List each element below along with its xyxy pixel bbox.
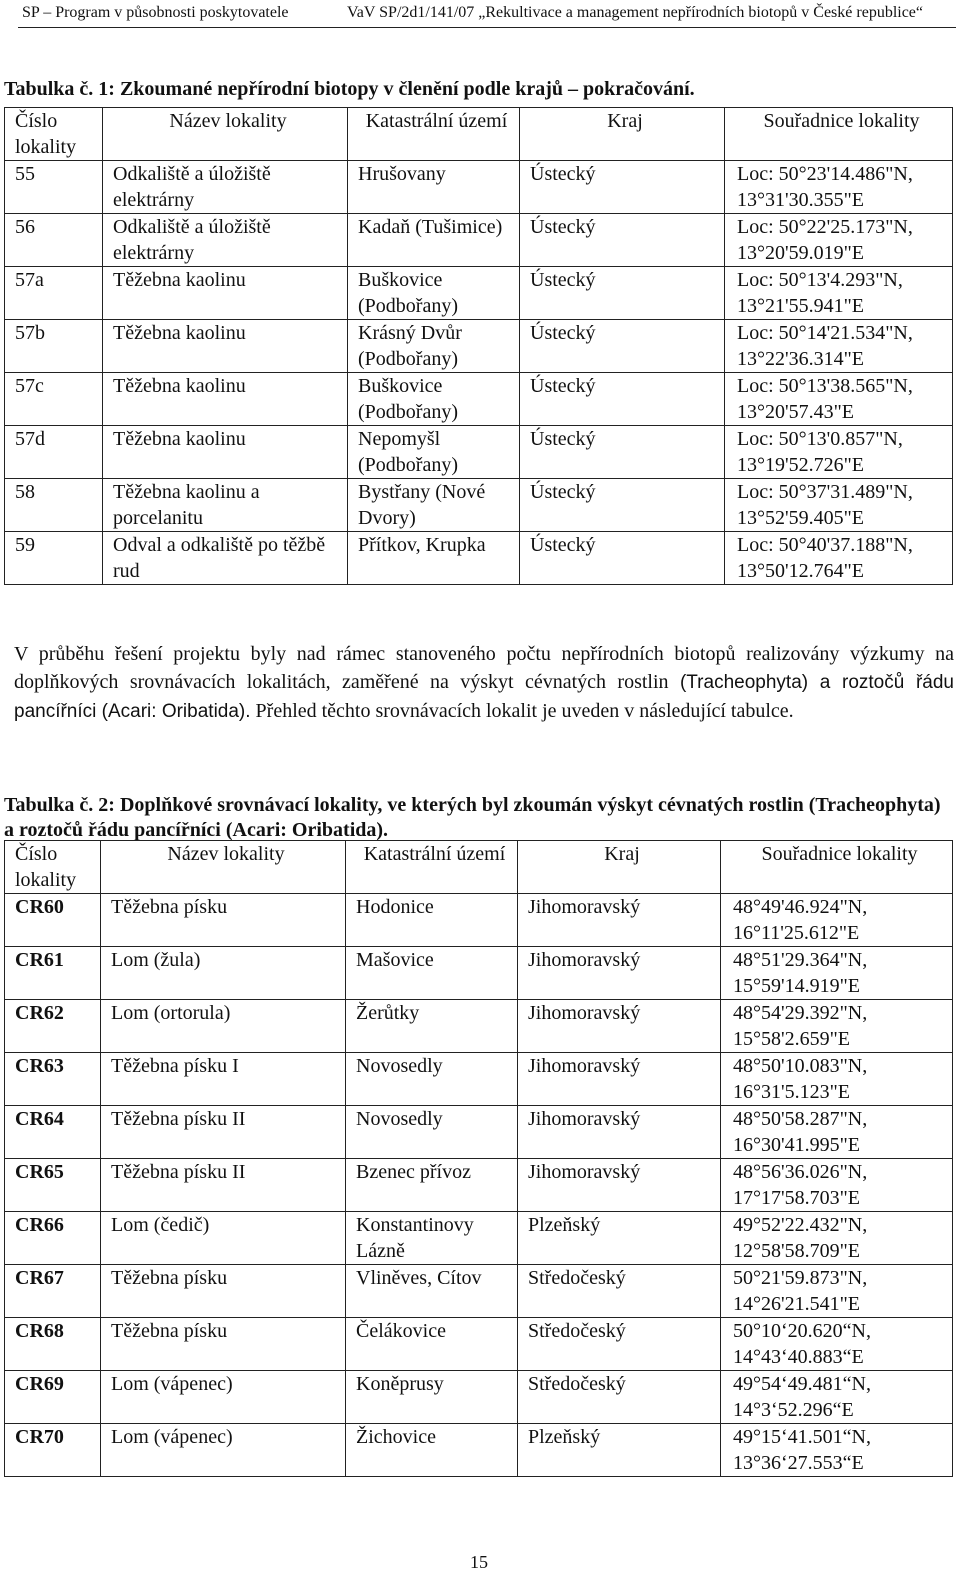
cell-number: CR60 [5,894,101,947]
cell-region: Ústecký [520,373,725,426]
col-header-coordinates: Souřadnice lokality [725,108,953,161]
col-header-name: Název lokality [103,108,348,161]
page-number: 15 [470,1552,488,1572]
paragraph-part1: V průběhu řešení projektu byly nad rámec stanoveného počtu nepřírodních biotopů realizovány výzkumy na doplňkových srovnávacích lokalitách, zaměřené na výskyt cévnatých rostlin [14,643,954,693]
cell-number: CR66 [5,1212,101,1265]
cell-cadastre: Krásný Dvůr (Podbořany) [348,320,520,373]
cell-coordinates: 49°15‘41.501“N, 13°36‘27.553“E [721,1424,953,1477]
cell-coordinates: 48°50'10.083"N, 16°31'5.123"E [721,1053,953,1106]
cell-name: Těžebna písku I [101,1053,346,1106]
cell-number: 55 [5,161,103,214]
table-row [5,426,953,479]
table1 [4,107,953,585]
table-row [5,947,953,1000]
table1-header-row [5,108,953,161]
cell-region: Ústecký [520,267,725,320]
table-row [5,1159,953,1212]
cell-name: Těžebna kaolinu [103,320,348,373]
col-header-name: Název lokality [101,841,346,894]
cell-coordinates: 48°49'46.924"N, 16°11'25.612"E [721,894,953,947]
header-rule [18,27,956,28]
cell-number: 57c [5,373,103,426]
cell-number: CR61 [5,947,101,1000]
cell-number: 57b [5,320,103,373]
cell-coordinates: Loc: 50°14'21.534"N, 13°22'36.314"E [725,320,953,373]
cell-coordinates: Loc: 50°22'25.173"N, 13°20'59.019"E [725,214,953,267]
col-header-region: Kraj [520,108,725,161]
cell-coordinates: 48°54'29.392"N, 15°58'2.659"E [721,1000,953,1053]
col-header-cadastre: Katastrální území [346,841,518,894]
cell-region: Středočeský [518,1318,721,1371]
cell-region: Ústecký [520,479,725,532]
table2 [4,840,953,1477]
table-row [5,1265,953,1318]
table2-caption: Tabulka č. 2: Doplňkové srovnávací lokality, ve kterých byl zkoumán výskyt cévnatých rostlin (Tracheophyta) a roztočů řádu pancířníci (Acari: Oribatida). [4,794,941,841]
cell-region: Ústecký [520,214,725,267]
cell-region: Jihomoravský [518,894,721,947]
cell-coordinates: Loc: 50°13'4.293"N, 13°21'55.941"E [725,267,953,320]
cell-coordinates: 48°50'58.287"N, 16°30'41.995"E [721,1106,953,1159]
table-row [5,1106,953,1159]
cell-name: Lom (vápenec) [101,1371,346,1424]
col-header-cadastre: Katastrální území [348,108,520,161]
cell-name: Těžebna písku II [101,1106,346,1159]
cell-region: Plzeňský [518,1424,721,1477]
cell-name: Těžebna písku [101,1318,346,1371]
cell-cadastre: Buškovice (Podbořany) [348,373,520,426]
cell-region: Středočeský [518,1265,721,1318]
cell-name: Těžebna písku [101,1265,346,1318]
cell-coordinates: 50°10‘20.620“N, 14°43‘40.883“E [721,1318,953,1371]
cell-name: Lom (čedič) [101,1212,346,1265]
cell-cadastre: Novosedly [346,1053,518,1106]
table-row [5,532,953,585]
cell-cadastre: Hrušovany [348,161,520,214]
table2-header-row [5,841,953,894]
cell-cadastre: Vliněves, Cítov [346,1265,518,1318]
cell-cadastre: Bystřany (Nové Dvory) [348,479,520,532]
cell-number: CR68 [5,1318,101,1371]
cell-name: Odkaliště a úložiště elektrárny [103,161,348,214]
cell-coordinates: 50°21'59.873"N, 14°26'21.541"E [721,1265,953,1318]
table-row [5,1371,953,1424]
table-row [5,1000,953,1053]
cell-coordinates: Loc: 50°23'14.486"N, 13°31'30.355"E [725,161,953,214]
running-header [0,0,960,28]
cell-cadastre: Novosedly [346,1106,518,1159]
cell-name: Těžebna písku II [101,1159,346,1212]
cell-coordinates: 48°51'29.364"N, 15°59'14.919"E [721,947,953,1000]
paragraph-part3: Přehled těchto srovnávacích lokalit je uveden v následující tabulce. [250,700,794,722]
cell-region: Ústecký [520,161,725,214]
cell-name: Lom (ortorula) [101,1000,346,1053]
col-header-region: Kraj [518,841,721,894]
cell-coordinates: Loc: 50°13'38.565"N, 13°20'57.43"E [725,373,953,426]
table-row [5,214,953,267]
cell-cadastre: Mašovice [346,947,518,1000]
cell-number: CR70 [5,1424,101,1477]
cell-name: Těžebna kaolinu [103,373,348,426]
col-header-coordinates: Souřadnice lokality [721,841,953,894]
table-row [5,267,953,320]
table-row [5,373,953,426]
table-row [5,1424,953,1477]
cell-number: 57a [5,267,103,320]
table-row [5,320,953,373]
cell-cadastre: Čelákovice [346,1318,518,1371]
table-row [5,1053,953,1106]
cell-coordinates: Loc: 50°40'37.188"N, 13°50'12.764"E [725,532,953,585]
cell-cadastre: Konstantinovy Lázně [346,1212,518,1265]
cell-cadastre: Žerůtky [346,1000,518,1053]
cell-number: 58 [5,479,103,532]
col-header-number: Číslo lokality [5,108,103,161]
cell-name: Odkaliště a úložiště elektrárny [103,214,348,267]
cell-number: CR64 [5,1106,101,1159]
cell-number: CR67 [5,1265,101,1318]
cell-name: Lom (žula) [101,947,346,1000]
cell-coordinates: 49°54‘49.481“N, 14°3‘52.296“E [721,1371,953,1424]
cell-cadastre: Žichovice [346,1424,518,1477]
cell-cadastre: Buškovice (Podbořany) [348,267,520,320]
cell-region: Ústecký [520,426,725,479]
cell-coordinates: 49°52'22.432"N, 12°58'58.709"E [721,1212,953,1265]
cell-name: Těžebna kaolinu [103,267,348,320]
table-row [5,1212,953,1265]
cell-cadastre: Koněprusy [346,1371,518,1424]
body-paragraph [14,640,954,726]
cell-number: CR69 [5,1371,101,1424]
cell-cadastre: Bzenec přívoz [346,1159,518,1212]
cell-number: 57d [5,426,103,479]
table-row [5,1318,953,1371]
cell-number: 56 [5,214,103,267]
cell-coordinates: Loc: 50°13'0.857"N, 13°19'52.726"E [725,426,953,479]
cell-number: 59 [5,532,103,585]
cell-number: CR65 [5,1159,101,1212]
cell-region: Jihomoravský [518,1106,721,1159]
cell-region: Středočeský [518,1371,721,1424]
table-row [5,894,953,947]
cell-name: Odval a odkaliště po těžbě rud [103,532,348,585]
cell-region: Ústecký [520,320,725,373]
cell-cadastre: Hodonice [346,894,518,947]
cell-coordinates: Loc: 50°37'31.489"N, 13°52'59.405"E [725,479,953,532]
cell-number: CR63 [5,1053,101,1106]
header-program: SP – Program v působnosti poskytovatele [22,4,289,21]
cell-name: Těžebna kaolinu [103,426,348,479]
cell-region: Jihomoravský [518,1000,721,1053]
cell-cadastre: Přítkov, Krupka [348,532,520,585]
cell-name: Lom (vápenec) [101,1424,346,1477]
table1-caption: Tabulka č. 1: Zkoumané nepřírodní biotopy v členění podle krajů – pokračování. [4,78,695,100]
cell-region: Ústecký [520,532,725,585]
cell-cadastre: Nepomyšl (Podbořany) [348,426,520,479]
header-project: VaV SP/2d1/141/07 „Rekultivace a management nepřírodních biotopů v České republice“ [347,4,924,21]
paragraph-taxa: (Tracheophyta) a roztočů řádu pancířníci (Acari: Oribatida). [14,672,955,722]
cell-coordinates: 48°56'36.026"N, 17°17'58.703"E [721,1159,953,1212]
cell-name: Těžebna písku [101,894,346,947]
cell-region: Jihomoravský [518,1053,721,1106]
cell-number: CR62 [5,1000,101,1053]
col-header-number: Číslo lokality [5,841,101,894]
cell-name: Těžebna kaolinu a porcelanitu [103,479,348,532]
cell-region: Jihomoravský [518,947,721,1000]
cell-region: Jihomoravský [518,1159,721,1212]
cell-region: Plzeňský [518,1212,721,1265]
table-row [5,479,953,532]
cell-cadastre: Kadaň (Tušimice) [348,214,520,267]
table-row [5,161,953,214]
